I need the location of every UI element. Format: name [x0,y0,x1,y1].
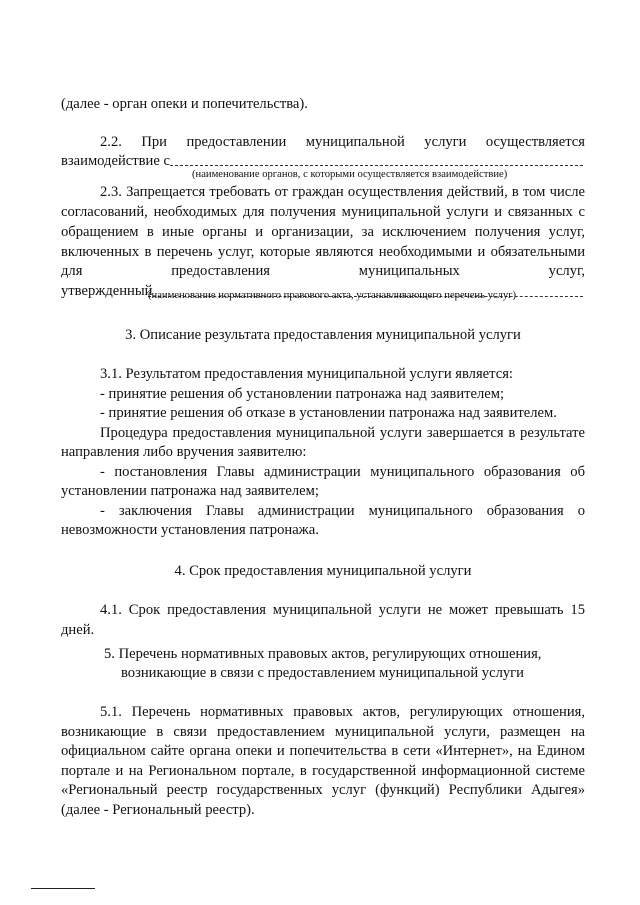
text-line: 5.1. Перечень нормативных правовых актов, регулирующих отношения, [100,704,585,720]
section-heading: 4. Срок предоставления муниципальной услуги [174,563,472,579]
text-line: возникающие в связи предоставлением муниципальной услуги, размещен на [61,724,585,740]
text-line: портале и на Региональном портале, в государственной информационной системе [61,763,585,779]
text-line: официальном сайте органа опеки и попечительства в сети «Интернет», на Едином [61,743,585,759]
text-line: направления либо вручения заявителю: [61,444,307,460]
text-line: взаимодействие с [61,153,170,169]
text-line: дней. [61,622,95,638]
text-line: для предоставления муниципальных услуг, [61,263,585,279]
fill-in-line [170,165,583,166]
text-line: - принятие решения об отказе в установлении патронажа над заявителем. [100,405,557,421]
section-heading: 5. Перечень нормативных правовых актов, регулирующих отношения, [104,646,542,662]
text-line: 4.1. Срок предоставления муниципальной услуги не может превышать 15 [100,602,585,618]
field-caption: (наименование нормативного правового акта, устанавливающего перечень услуг) [148,290,517,301]
text-line: 2.3. Запрещается требовать от граждан осуществления действий, в том числе [100,184,585,200]
text-line: обращением в иные органы и организации, за исключением получения услуг, [61,224,585,240]
text-line: - постановления Главы администрации муниципального образования об [100,464,585,480]
text-line: «Региональный реестр государственных услуг (функций) Республики Адыгея» [61,782,585,798]
section-heading: 3. Описание результата предоставления муниципальной услуги [125,327,521,343]
text-line: согласований, необходимых для получения муниципальной услуги и связанных с [61,204,585,220]
text-line: установлении патронажа над заявителем; [61,483,319,499]
text-line: включенных в перечень услуг, которые являются необходимыми и обязательными [61,244,585,260]
text-line: 2.2. При предоставлении муниципальной услуги осуществляется [100,134,585,150]
footnote-separator [31,888,95,889]
text-line: (далее - орган опеки и попечительства). [61,96,308,112]
text-line: невозможности установления патронажа. [61,522,319,538]
text-line: 3.1. Результатом предоставления муниципальной услуги является: [100,366,513,382]
text-line: - принятие решения об установлении патронажа над заявителем; [100,386,505,402]
text-line: Процедура предоставления муниципальной услуги завершается в результате [100,425,585,441]
text-line: (далее - Региональный реестр). [61,802,255,818]
text-line: - заключения Главы администрации муниципального образования о [100,503,585,519]
field-caption: (наименование органов, с которыми осуществляется взаимодействие) [192,169,508,180]
section-heading: возникающие в связи с предоставлением муниципальной услуги [121,665,524,681]
text-line: утвержденный [61,283,153,299]
